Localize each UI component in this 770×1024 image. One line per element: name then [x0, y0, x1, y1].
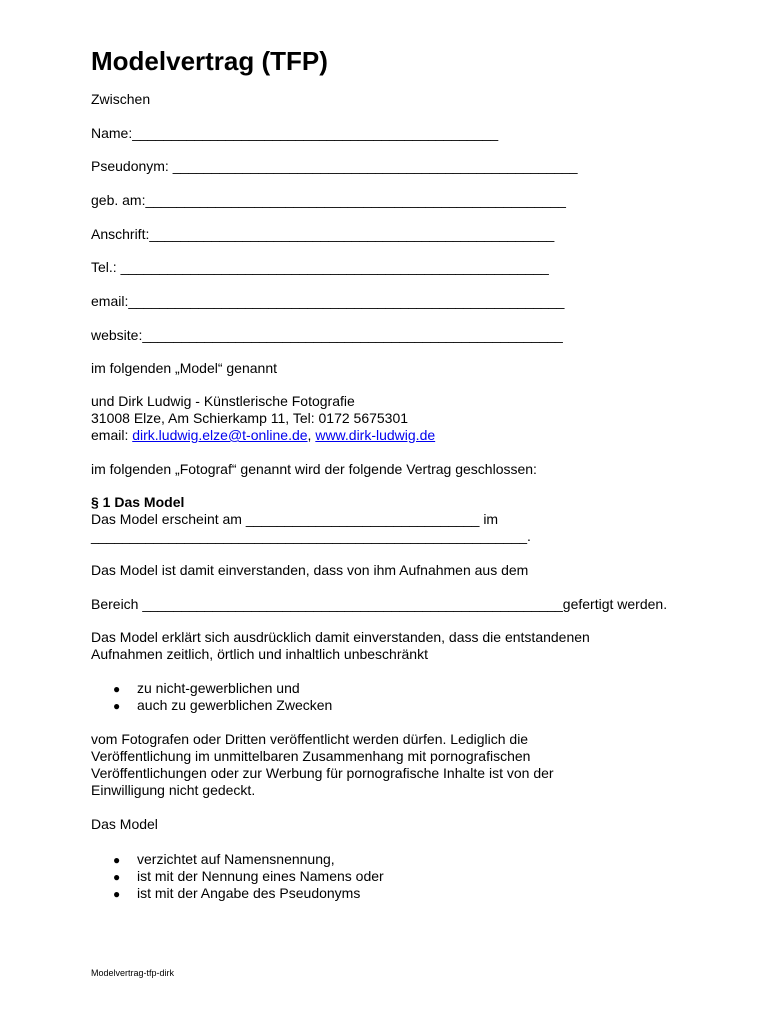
website-field: website:______________________________________________________ — [91, 327, 563, 343]
consent-text: Das Model ist damit einverstanden, dass von ihm Aufnahmen aus dem — [91, 562, 529, 578]
name-option-text: verzichtet auf Namensnennung, — [137, 851, 335, 867]
name-option-text: ist mit der Nennung eines Namens oder — [137, 868, 384, 884]
section-1-heading: § 1 Das Model — [91, 494, 185, 510]
publication-line-3: Veröffentlichungen oder zur Werbung für pornografische Inhalte ist von der — [91, 765, 554, 781]
photographer-designation: im folgenden „Fotograf“ genannt wird der folgende Vertrag geschlossen: — [91, 461, 537, 477]
publication-line-4: Einwilligung nicht gedeckt. — [91, 782, 256, 798]
name-option-text: ist mit der Angabe des Pseudonyms — [137, 885, 361, 901]
intro-text: Zwischen — [91, 91, 151, 107]
photographer-contact — [91, 427, 435, 444]
declaration-line-2: Aufnahmen zeitlich, örtlich und inhaltlich unbeschränkt — [91, 646, 428, 662]
document-title: Modelvertrag (TFP) — [91, 46, 328, 76]
page-footer: Modelvertrag-tfp-dirk — [91, 968, 175, 978]
photographer-website-link[interactable]: www.dirk-ludwig.de — [315, 427, 436, 443]
contact-separator: , — [307, 427, 316, 443]
usage-bullet-text: auch zu gewerblichen Zwecken — [137, 697, 333, 713]
publication-line-2: Veröffentlichung im unmittelbaren Zusammenhang mit pornografischen — [91, 748, 531, 764]
bullet-icon: ● — [113, 887, 121, 901]
appearance-date-line: Das Model erscheint am ______________________________ im — [91, 511, 499, 527]
declaration-line-1: Das Model erklärt sich ausdrücklich damit einverstanden, dass die entstandenen — [91, 629, 590, 645]
name-field: Name:_______________________________________________ — [91, 125, 499, 141]
birth-date-field: geb. am:______________________________________________________ — [91, 192, 566, 208]
photographer-address: 31008 Elze, Am Schierkamp 11, Tel: 0172 5675301 — [91, 410, 409, 426]
email-label: email: — [91, 427, 133, 443]
photographer-name: und Dirk Ludwig - Künstlerische Fotografie — [91, 393, 355, 409]
area-line: Bereich ______________________________________________________gefertigt werden. — [91, 596, 668, 612]
name-option-item — [113, 885, 360, 903]
usage-bullet-item — [113, 697, 332, 715]
appearance-place-line: ________________________________________________________. — [91, 528, 531, 544]
pseudonym-field: Pseudonym: ____________________________________________________ — [91, 158, 578, 174]
name-option-item — [113, 868, 384, 886]
bullet-icon: ● — [113, 682, 121, 696]
name-option-item — [113, 851, 335, 869]
bullet-icon: ● — [113, 853, 121, 867]
model-designation: im folgenden „Model“ genannt — [91, 360, 278, 376]
model-label: Das Model — [91, 816, 158, 832]
bullet-icon: ● — [113, 699, 121, 713]
publication-line-1: vom Fotografen oder Dritten veröffentlicht werden dürfen. Lediglich die — [91, 731, 529, 747]
phone-field: Tel.: _______________________________________________________ — [91, 259, 549, 275]
bullet-icon: ● — [113, 870, 121, 884]
email-field: email:________________________________________________________ — [91, 293, 565, 309]
usage-bullet-text: zu nicht-gewerblichen und — [137, 680, 300, 696]
document-page — [91, 0, 731, 1024]
usage-bullet-item — [113, 680, 300, 698]
photographer-email-link[interactable]: dirk.ludwig.elze@t-online.de — [132, 427, 308, 443]
address-field: Anschrift:____________________________________________________ — [91, 226, 555, 242]
